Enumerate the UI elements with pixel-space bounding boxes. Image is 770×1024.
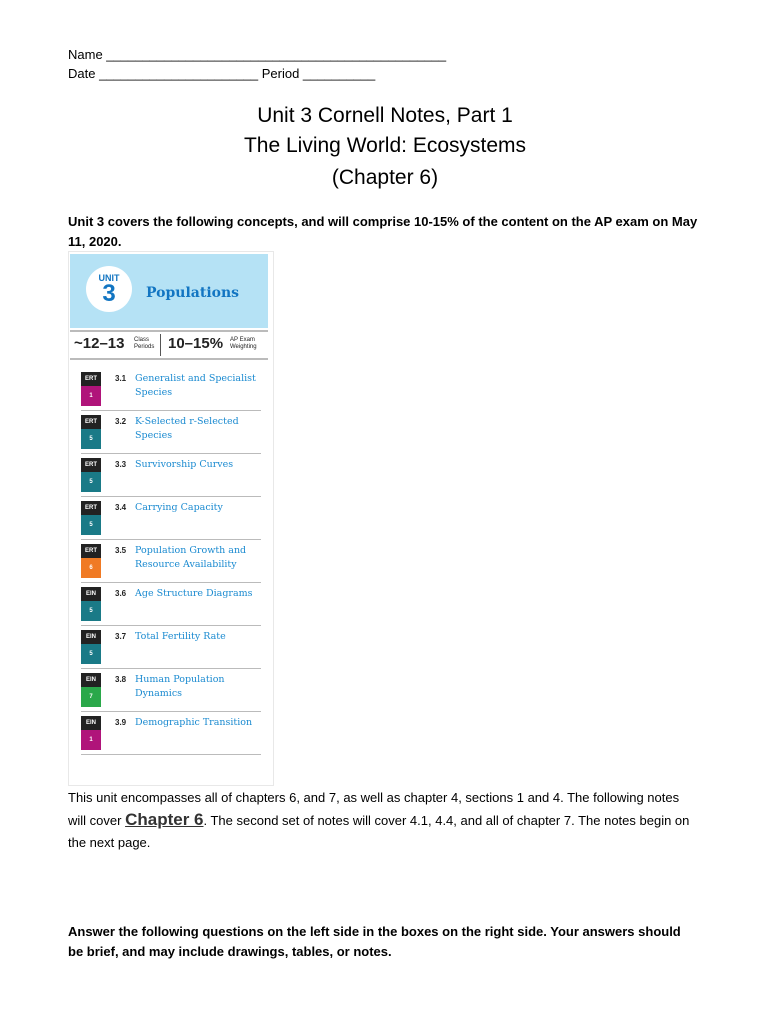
practice-tag: ERT	[81, 415, 101, 429]
topic-row	[81, 713, 261, 755]
practice-tag: ERT	[81, 372, 101, 386]
practice-level-badge: 5	[81, 429, 101, 449]
topic-row	[81, 627, 261, 669]
body-text-part-1: This unit encompasses all of chapters 6, and 7, as well as chapter 4, sections 1 and 4. The following notes will cover	[68, 790, 680, 828]
topic-number: 3.9	[115, 718, 127, 727]
topic-number: 3.6	[115, 589, 127, 598]
practice-level-badge: 5	[81, 472, 101, 492]
practice-level-badge: 5	[81, 601, 101, 621]
date-period-line: Date ______________________ Period __________	[68, 66, 376, 81]
unit-badge	[86, 266, 132, 312]
class-periods-label-2: Periods	[134, 344, 155, 350]
topic-label: Age Structure Diagrams	[135, 588, 253, 599]
class-periods-label-1: Class	[134, 337, 150, 343]
topic-label: Survivorship Curves	[135, 459, 234, 470]
topic-label: Carrying Capacity	[135, 502, 223, 513]
topic-label: Total Fertility Rate	[135, 631, 226, 642]
topic-row	[81, 455, 261, 497]
topic-row	[81, 541, 261, 583]
title-line-3: (Chapter 6)	[331, 166, 439, 189]
unit-card-header	[70, 254, 268, 328]
practice-tag: EIN	[81, 716, 101, 730]
class-periods-value: ~12–13	[74, 335, 125, 352]
topic-number: 3.2	[115, 417, 127, 426]
title-line-1: Unit 3 Cornell Notes, Part 1	[257, 104, 513, 127]
name-line: Name _______________________________________________	[68, 47, 447, 62]
topic-number: 3.8	[115, 675, 127, 684]
topic-label: Demographic Transition	[135, 717, 253, 728]
topic-row	[81, 498, 261, 540]
topic-row	[81, 584, 261, 626]
title-line-2: The Living World: Ecosystems	[243, 134, 527, 157]
body-text-part-2: . The second set of notes will cover 4.1, 4.4, and all of chapter 7. The notes begin on the next page.	[68, 813, 690, 850]
stats-divider	[160, 334, 161, 356]
practice-tag: EIN	[81, 630, 101, 644]
weighting-label	[230, 337, 257, 351]
topic-label: Human Population Dynamics	[135, 674, 225, 699]
practice-level-badge: 1	[81, 730, 101, 750]
weighting-label-1: AP Exam	[230, 337, 255, 343]
chapter-emphasis: Chapter 6	[125, 810, 204, 829]
topic-row	[81, 412, 261, 454]
topic-number: 3.3	[115, 460, 127, 469]
practice-level-badge: 6	[81, 558, 101, 578]
topic-label: Generalist and Specialist Species	[135, 373, 256, 398]
topic-number: 3.4	[115, 503, 127, 512]
answer-instructions: Answer the following questions on the left side in the boxes on the right side. Your answers should be brief, and may include drawings, tables, or notes.	[68, 924, 681, 959]
topic-label: Population Growth and Resource Availability	[135, 545, 247, 570]
topic-number: 3.1	[115, 374, 127, 383]
practice-level-badge: 7	[81, 687, 101, 707]
practice-tag: EIN	[81, 587, 101, 601]
unit-word: UNIT	[98, 273, 120, 283]
unit-name: Populations	[146, 285, 240, 301]
practice-tag: EIN	[81, 673, 101, 687]
intro-paragraph: Unit 3 covers the following concepts, and will comprise 10-15% of the content on the AP exam on May 11, 2020.	[68, 214, 698, 249]
practice-tag: ERT	[81, 501, 101, 515]
practice-level-badge: 1	[81, 386, 101, 406]
unit-number: 3	[102, 280, 116, 307]
practice-tag: ERT	[81, 458, 101, 472]
practice-level-badge: 5	[81, 644, 101, 664]
unit-overview-card	[68, 251, 274, 786]
topic-row	[81, 670, 261, 712]
weighting-label-2: Weighting	[230, 344, 257, 350]
class-periods-label	[134, 337, 154, 351]
topic-label: K-Selected r-Selected Species	[135, 416, 239, 441]
practice-level-badge: 5	[81, 515, 101, 535]
unit-stats-row	[70, 330, 268, 360]
weighting-value: 10–15%	[168, 335, 224, 352]
topic-number: 3.5	[115, 546, 127, 555]
topic-row	[81, 369, 261, 411]
body-paragraph	[68, 787, 698, 854]
topic-number: 3.7	[115, 632, 127, 641]
practice-tag: ERT	[81, 544, 101, 558]
